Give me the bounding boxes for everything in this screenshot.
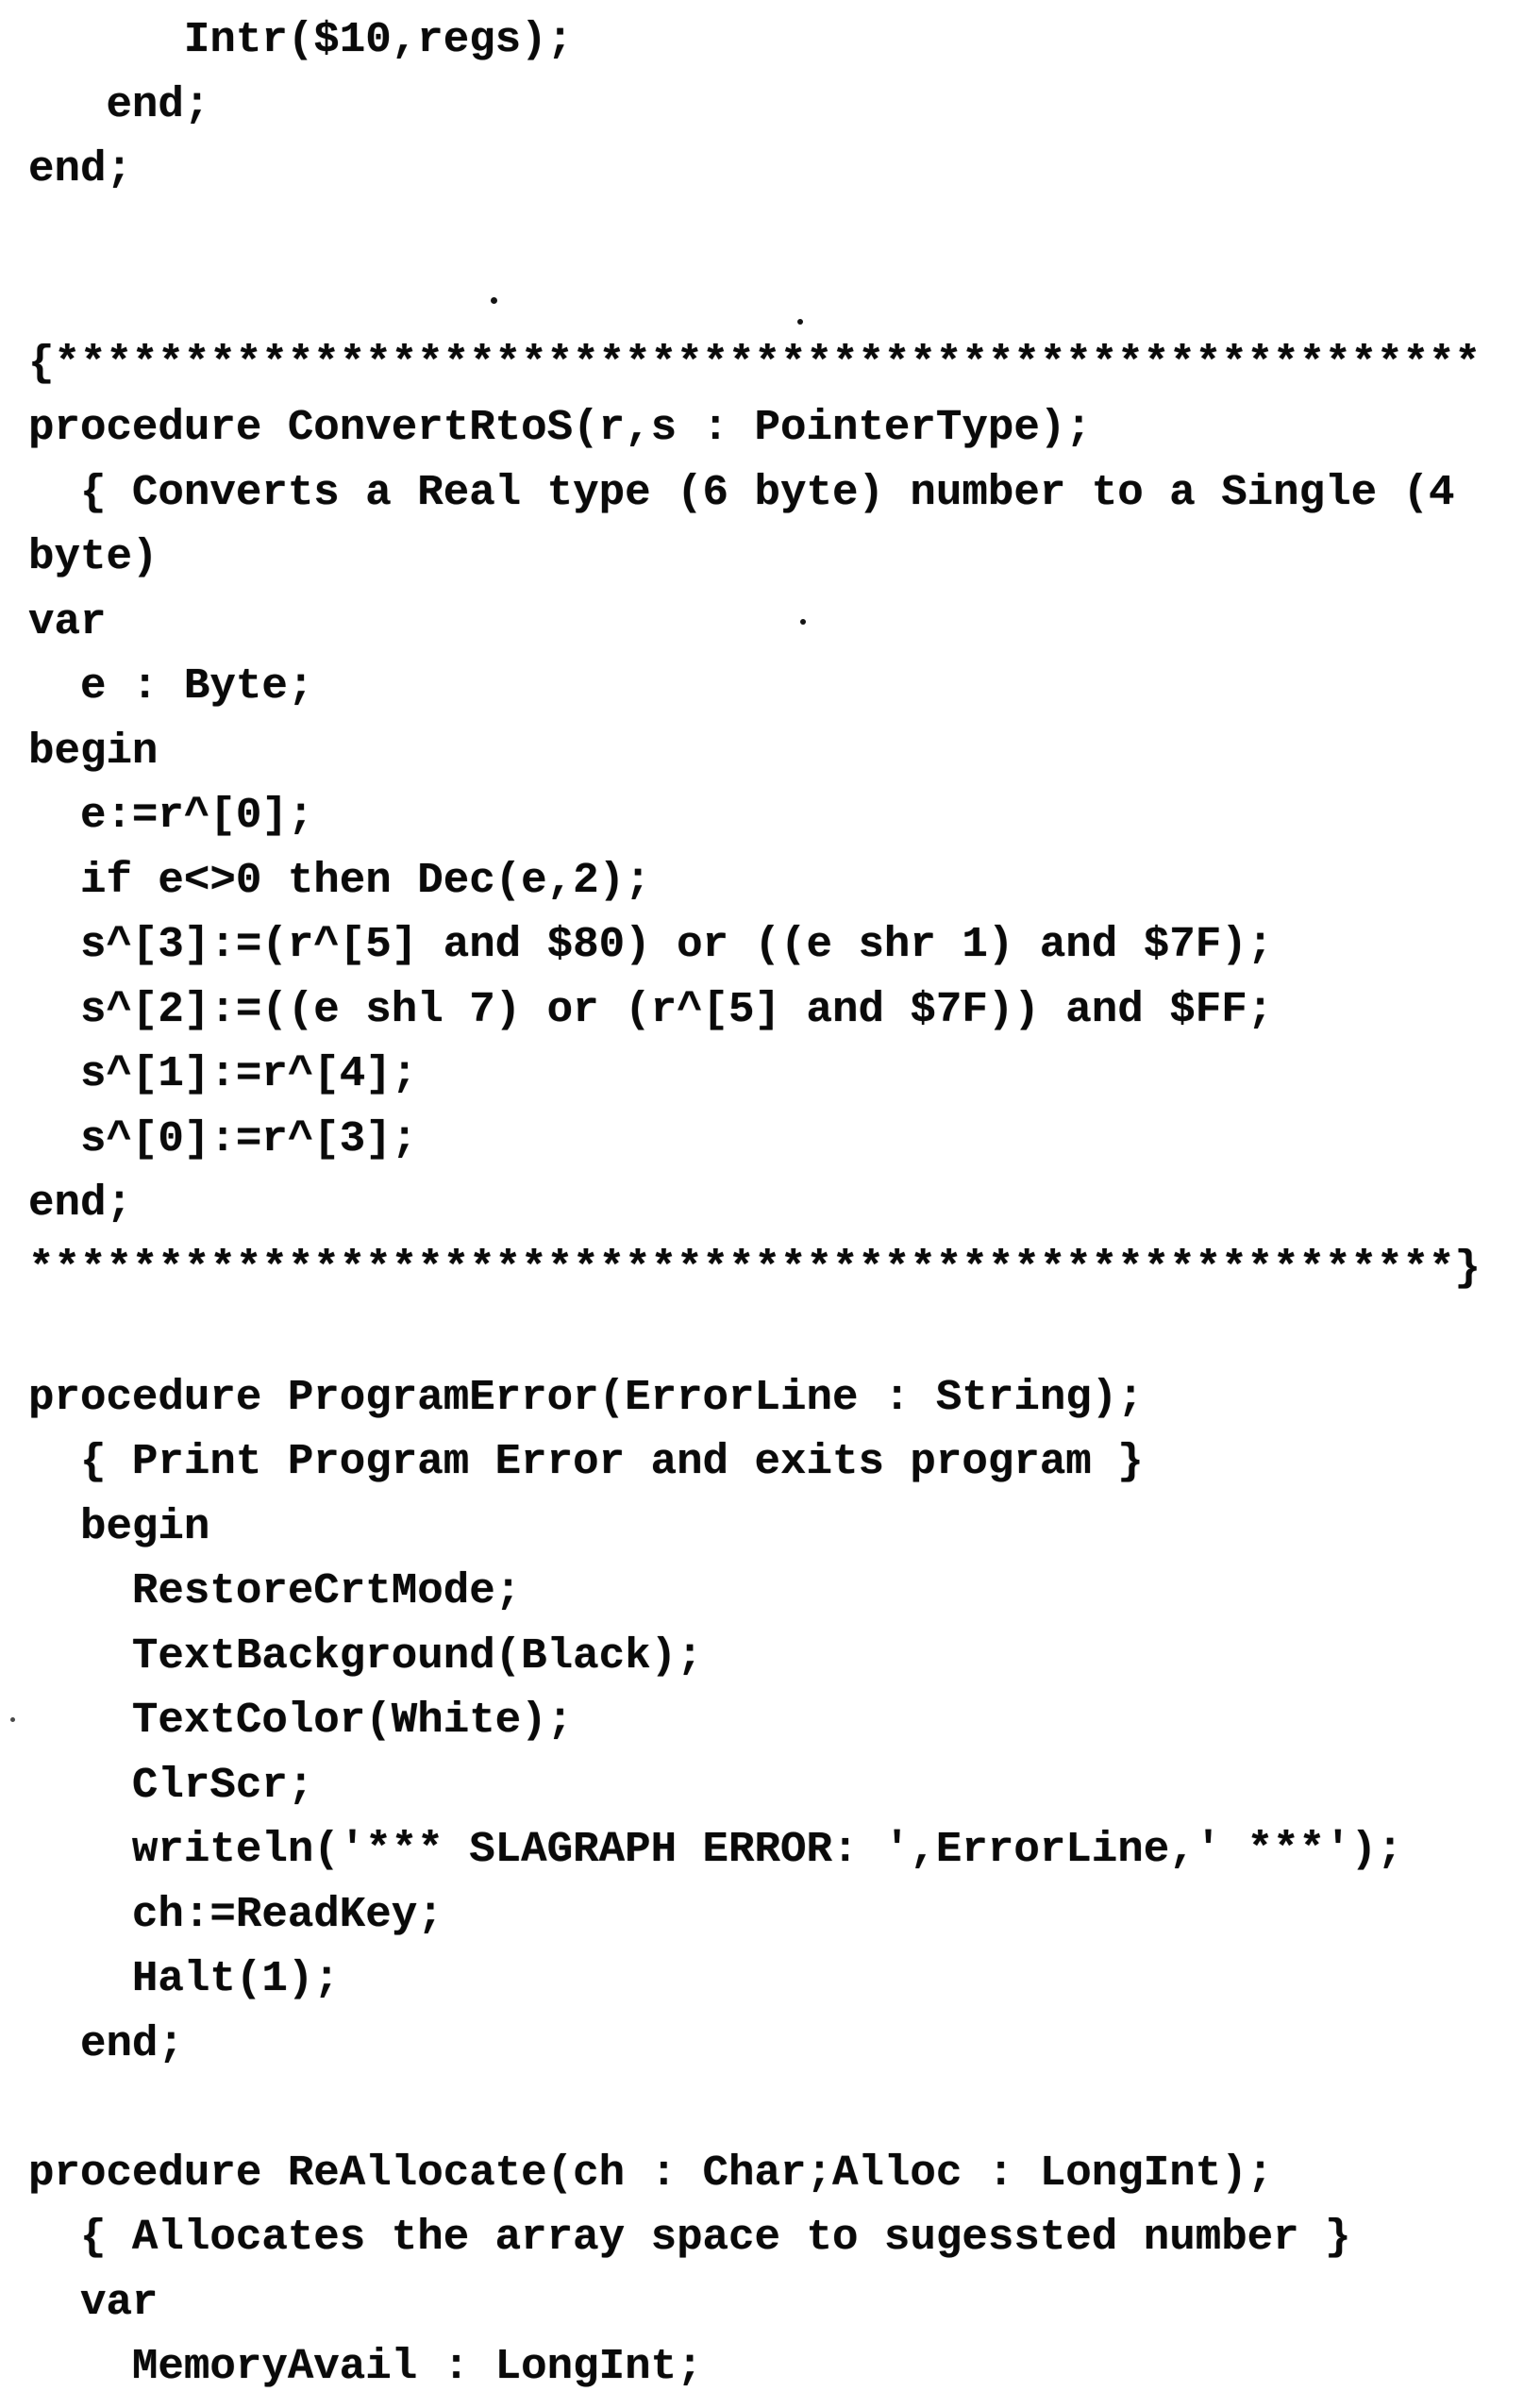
code-line: ch:=ReadKey; (28, 1889, 444, 1939)
code-line: begin (28, 1501, 210, 1551)
scan-artifact-dot (800, 619, 806, 625)
code-line (28, 1300, 1481, 1365)
code-line: end; (28, 144, 132, 193)
code-line: TextColor(White); (28, 1696, 574, 1745)
scan-artifact-dot (10, 1717, 15, 1722)
code-line (28, 2076, 1481, 2141)
code-line: if e<>0 then Dec(e,2); (28, 855, 651, 905)
code-line: {******************************************************* (28, 338, 1481, 388)
code-line: begin (28, 726, 159, 776)
code-line: { Converts a Real type (6 byte) number to a Single (4 (28, 467, 1455, 517)
scan-artifact-dot (491, 297, 497, 304)
code-line: Halt(1); (28, 1954, 340, 2003)
code-line: procedure ReAllocate(ch : Char;Alloc : LongInt); (28, 2148, 1274, 2198)
code-line: e : Byte; (28, 661, 314, 711)
code-line: { Allocates the array space to sugessted number } (28, 2213, 1351, 2262)
code-line: s^[1]:=r^[4]; (28, 1049, 418, 1098)
code-listing (28, 8, 1481, 2400)
code-line: writeln('*** SLAGRAPH ERROR: ',ErrorLine,' ***'); (28, 1825, 1403, 1874)
code-line: s^[3]:=(r^[5] and $80) or ((e shr 1) and $7F); (28, 920, 1274, 969)
code-line (28, 266, 1481, 331)
code-line: s^[2]:=((e shl 7) or (r^[5] and $7F)) and $FF; (28, 984, 1274, 1034)
code-line (28, 202, 1481, 267)
code-line: e:=r^[0]; (28, 791, 314, 840)
code-line: end; (28, 2018, 184, 2068)
code-line: TextBackground(Black); (28, 1630, 703, 1681)
code-line: var (28, 596, 107, 646)
code-line: { Print Program Error and exits program } (28, 1437, 1144, 1486)
code-line: procedure ConvertRtoS(r,s : PointerType); (28, 403, 1092, 452)
code-line: var (28, 2277, 159, 2327)
code-line: byte) (28, 532, 159, 581)
code-line: procedure ProgramError(ErrorLine : String); (28, 1372, 1144, 1422)
code-line: MemoryAvail : LongInt; (28, 2342, 703, 2391)
code-line: RestoreCrtMode; (28, 1566, 522, 1615)
code-line: *******************************************************} (28, 1243, 1481, 1293)
scan-artifact-dot (797, 319, 803, 325)
code-line: end; (28, 79, 210, 129)
code-line: end; (28, 1179, 132, 1228)
code-line: Intr($10,regs); (28, 15, 574, 64)
code-line: s^[0]:=r^[3]; (28, 1113, 418, 1163)
code-line: ClrScr; (28, 1760, 314, 1810)
